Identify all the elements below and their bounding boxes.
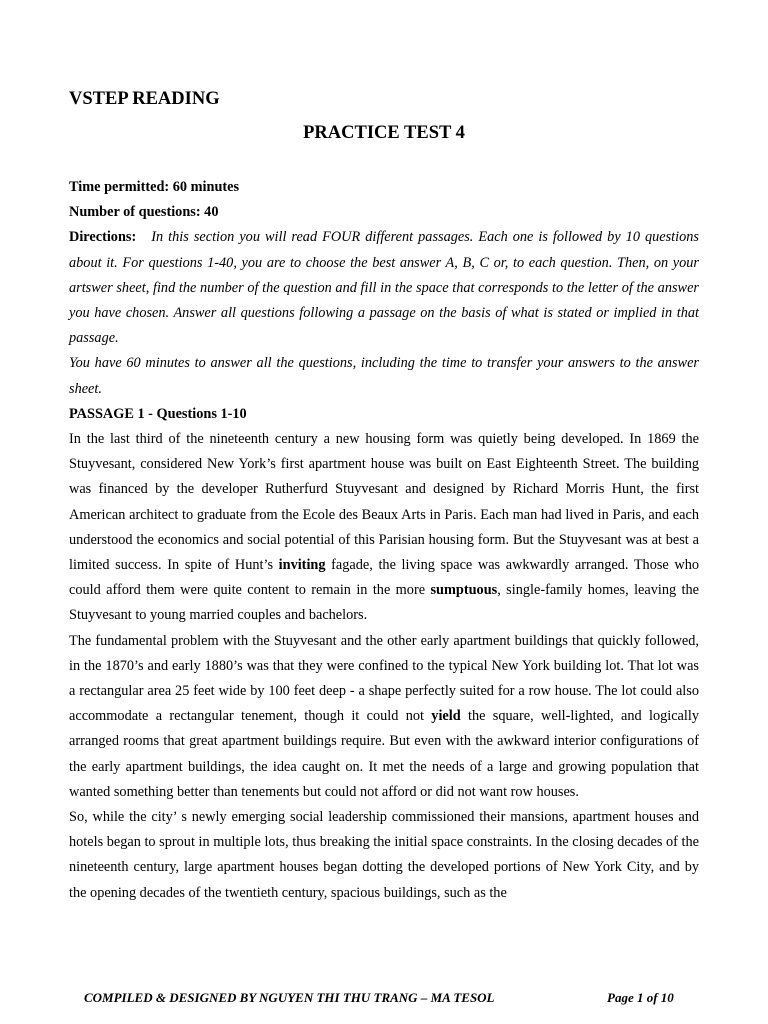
time-note: You have 60 minutes to answer all the questions, including the time to transfer your answers to the answer sheet. xyxy=(69,355,699,397)
directions-text: In this section you will read FOUR different passages. Each one is followed by 10 questions about it. For questions 1-40, you are to choose the best answer A, B, C or, to each question. Then, on your artswer sheet, find the number of the question and fill in the space that corresponds to the letter of the answer you have chosen. Answer all questions following a passage on the basis of what is stated or implied in that passage. xyxy=(69,229,699,347)
passage-paragraph-2 xyxy=(69,629,699,805)
directions-paragraph xyxy=(69,225,699,351)
paragraph-text: the square, well-lighted, and logically arranged rooms that great apartment buildings require. But even with the awkward interior configurations of the early apartment buildings, the idea caught on. It met the needs of a large and growing population that wanted something better than tenements but could not afford or did not want row houses. xyxy=(69,708,699,800)
passage-paragraph-1 xyxy=(69,427,699,629)
paragraph-text: , single-family homes, leaving the Stuyvesant to young married couples and bachelors. xyxy=(69,582,699,624)
directions-label: Directions: xyxy=(69,229,137,246)
footer-credit: COMPILED & DESIGNED BY NGUYEN THI THU TRANG – MA TESOL xyxy=(84,990,495,1005)
paragraph-text: In the last third of the nineteenth century a new housing form was quietly being developed. In 1869 the Stuyvesant, considered New York’s first apartment house was built on East Eighteenth Street. The building was financed by the developer Rutherfurd Stuyvesant and designed by Richard Morris Hunt, the first American architect to graduate from the Ecole des Beaux Arts in Paris. Each man had lived in Paris, and each understood the economics and social potential of this Parisian housing form. But the Stuyvesant was at best a limited success. In spite of Hunt’s xyxy=(69,431,699,574)
document-body xyxy=(69,175,699,906)
page-footer xyxy=(0,988,768,1008)
document-title: VSTEP READING xyxy=(69,89,220,109)
keyword-sumptuous: sumptuous xyxy=(430,582,498,599)
number-of-questions: Number of questions: 40 xyxy=(69,204,219,221)
passage-paragraph-3: So, while the city’ s newly emerging social leadership commissioned their mansions, apartment houses and hotels began to sprout in multiple lots, thus breaking the initial space constraints. In the closing decades of the nineteenth century, large apartment houses began dotting the developed portions of New York City, and by the opening decades of the twentieth century, spacious buildings, such as the xyxy=(69,809,699,901)
paragraph-text: fagade, the living space was awkwardly arranged. Those who could afford them were quite content to remain in the more xyxy=(69,557,699,599)
paragraph-text: The fundamental problem with the Stuyvesant and the other early apartment buildings that quickly followed, in the 1870’s and early 1880’s was that they were confined to the typical New York building lot. That lot was a rectangular area 25 feet wide by 100 feet deep - a shape perfectly suited for a row house. The lot could also accommodate a rectangular tenement, though it could not xyxy=(69,632,699,725)
document-subtitle: PRACTICE TEST 4 xyxy=(303,123,465,143)
keyword-inviting: inviting xyxy=(278,557,326,574)
page-number: Page 1 of 10 xyxy=(607,990,674,1005)
passage-heading: PASSAGE 1 - Questions 1-10 xyxy=(69,405,247,422)
keyword-yield: yield xyxy=(431,708,461,725)
time-permitted: Time permitted: 60 minutes xyxy=(69,179,240,195)
